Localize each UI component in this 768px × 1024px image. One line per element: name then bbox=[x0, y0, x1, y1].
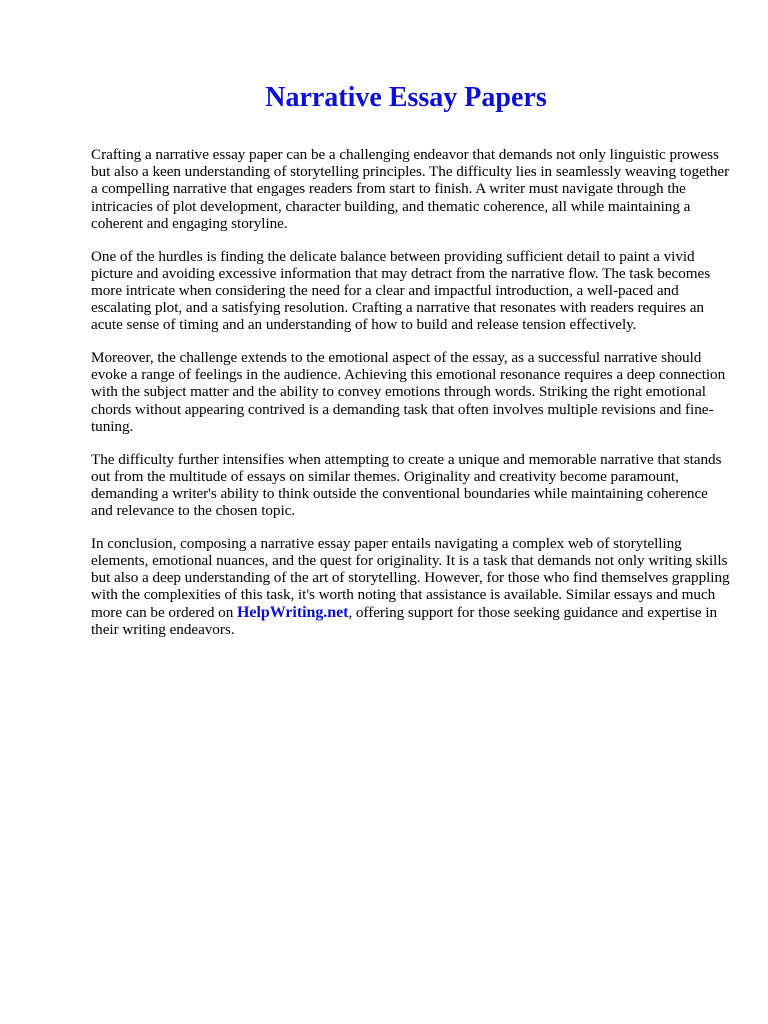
paragraph-intro: Crafting a narrative essay paper can be a challenging endeavor that demands not only linguistic prowess but also a keen understanding of storytelling principles. The difficulty lies in seamlessly weaving together a compelling narrative that engages readers from start to finish. A writer must navigate through the intricacies of plot development, character building, and thematic coherence, all while maintaining a coherent and engaging storyline. bbox=[91, 146, 730, 232]
helpwriting-link[interactable]: HelpWriting.net bbox=[237, 603, 349, 621]
paragraph-originality: The difficulty further intensifies when attempting to create a unique and memorable narrative that stands out from the multitude of essays on similar themes. Originality and creativity become paramount, demanding a writer's ability to think outside the conventional boundaries while maintaining coherence and relevance to the chosen topic. bbox=[91, 450, 722, 520]
paragraph-emotion: Moreover, the challenge extends to the emotional aspect of the essay, as a successful narrative should evoke a range of feelings in the audience. Achieving this emotional resonance requires a deep connection with the subject matter and the ability to convey emotions through words. Striking the right emotional chords without appearing contrived is a demanding task that often involves multiple revisions and fine-tuning. bbox=[91, 349, 726, 435]
conclusion-text-before-link: In conclusion, composing a narrative essay paper entails navigating a complex web of storytelling elements, emotional nuances, and the quest for originality. It is a task that demands not only writing skills but also a deep understanding of the art of storytelling. However, for those who find themselves grappling with the complexities of this task, it's worth noting that assistance is available. Similar essays and much more can be ordered on bbox=[91, 534, 730, 621]
document-body bbox=[91, 146, 731, 654]
paragraph-conclusion bbox=[91, 535, 731, 638]
document-title: Narrative Essay Papers bbox=[265, 82, 547, 113]
conclusion-text-after-link: , offering support for those seeking guidance and expertise in their writing endeavors. bbox=[91, 603, 718, 638]
paragraph-balance: One of the hurdles is finding the delicate balance between providing sufficient detail to paint a vivid picture and avoiding excessive information that may detract from the narrative flow. The task becomes more intricate when considering the need for a clear and impactful introduction, a well-paced and escalating plot, and a satisfying resolution. Crafting a narrative that resonates with readers requires an acute sense of timing and an understanding of how to build and release tension effectively. bbox=[91, 247, 711, 334]
